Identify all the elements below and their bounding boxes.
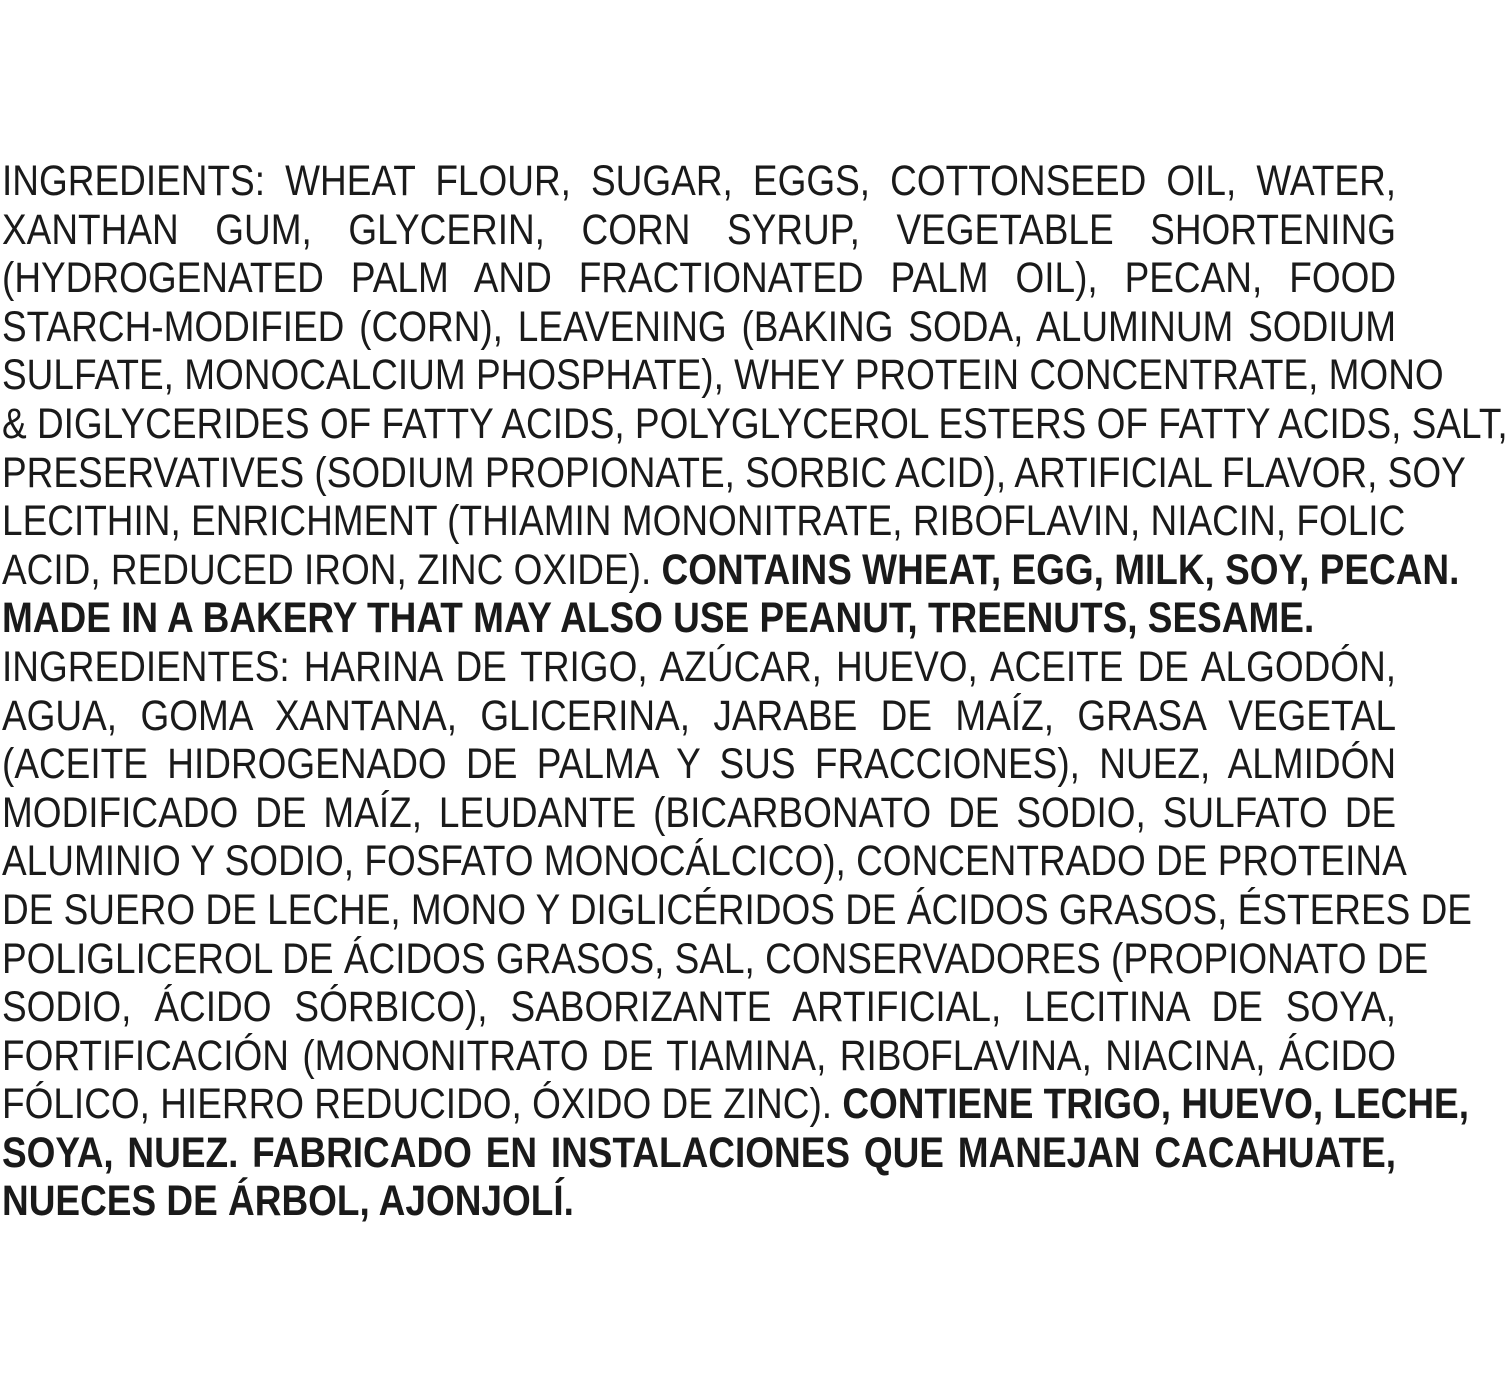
text-line — [2, 885, 1472, 935]
allergen-statement: MADE IN A BAKERY THAT MAY ALSO USE PEANUT, TREENUTS, SESAME. — [2, 594, 1315, 643]
line-regular-text: FÓLICO, HIERRO REDUCIDO, ÓXIDO DE ZINC). — [2, 1080, 843, 1129]
text-line — [2, 1177, 1396, 1226]
line-regular-text: PRESERVATIVES (SODIUM PROPIONATE, SORBIC ACID), ARTIFICIAL FLAVOR, SOY — [2, 448, 1466, 497]
text-line — [2, 1080, 1469, 1129]
text-line — [2, 497, 1406, 546]
text-line — [2, 983, 1396, 1032]
line-regular-text: SULFATE, MONOCALCIUM PHOSPHATE), WHEY PROTEIN CONCENTRATE, MONO — [2, 351, 1444, 400]
ingredients-spanish — [2, 642, 1472, 1226]
allergen-statement: SOYA, NUEZ. FABRICADO EN INSTALACIONES QUE MANEJAN CACAHUATE, — [2, 1128, 1397, 1177]
text-line — [2, 643, 1396, 692]
allergen-statement: NUECES DE ÁRBOL, AJONJOLÍ. — [2, 1177, 574, 1226]
allergen-statement: CONTIENE TRIGO, HUEVO, LECHE, — [842, 1080, 1469, 1129]
line-regular-text: AGUA, GOMA XANTANA, GLICERINA, JARABE DE MAÍZ, GRASA VEGETAL — [2, 691, 1397, 740]
ingredient-label — [2, 157, 1508, 1226]
line-regular-text: DE SUERO DE LECHE, MONO Y DIGLICÉRIDOS DE ÁCIDOS GRASOS, ÉSTERES DE — [2, 885, 1472, 934]
text-line — [2, 303, 1396, 352]
line-regular-text: INGREDIENTES: HARINA DE TRIGO, AZÚCAR, HUEVO, ACEITE DE ALGODÓN, — [2, 642, 1397, 691]
text-line — [2, 399, 1508, 449]
ingredients-english — [2, 157, 1508, 643]
text-line — [2, 740, 1396, 789]
line-regular-text: XANTHAN GUM, GLYCERIN, CORN SYRUP, VEGETABLE SHORTENING — [2, 205, 1397, 254]
line-regular-text: (HYDROGENATED PALM AND FRACTIONATED PALM OIL), PECAN, FOOD — [2, 254, 1397, 303]
text-line — [2, 545, 1460, 595]
line-regular-text: SODIO, ÁCIDO SÓRBICO), SABORIZANTE ARTIFICIAL, LECITINA DE SOYA, — [2, 983, 1397, 1032]
text-line — [2, 594, 1396, 643]
allergen-statement: CONTAINS WHEAT, EGG, MILK, SOY, PECAN. — [661, 545, 1460, 594]
line-regular-text: & DIGLYCERIDES OF FATTY ACIDS, POLYGLYCEROL ESTERS OF FATTY ACIDS, SALT, — [2, 399, 1508, 448]
text-line — [2, 789, 1396, 838]
line-regular-text: ALUMINIO Y SODIO, FOSFATO MONOCÁLCICO), CONCENTRADO DE PROTEINA — [2, 837, 1407, 886]
line-regular-text: LECITHIN, ENRICHMENT (THIAMIN MONONITRATE, RIBOFLAVIN, NIACIN, FOLIC — [2, 497, 1406, 546]
line-regular-text: STARCH-MODIFIED (CORN), LEAVENING (BAKING SODA, ALUMINUM SODIUM — [2, 302, 1397, 351]
text-line — [2, 692, 1396, 741]
text-line — [2, 837, 1407, 886]
line-regular-text: POLIGLICEROL DE ÁCIDOS GRASOS, SAL, CONSERVADORES (PROPIONATO DE — [2, 934, 1429, 983]
text-line — [2, 1032, 1396, 1081]
line-regular-text: FORTIFICACIÓN (MONONITRATO DE TIAMINA, RIBOFLAVINA, NIACINA, ÁCIDO — [2, 1031, 1397, 1080]
text-line — [2, 1129, 1396, 1178]
text-line — [2, 351, 1444, 400]
line-regular-text: ACID, REDUCED IRON, ZINC OXIDE). — [2, 545, 662, 594]
line-regular-text: MODIFICADO DE MAÍZ, LEUDANTE (BICARBONATO DE SODIO, SULFATO DE — [2, 788, 1397, 837]
text-line — [2, 206, 1396, 255]
line-regular-text: INGREDIENTS: WHEAT FLOUR, SUGAR, EGGS, COTTONSEED OIL, WATER, — [2, 157, 1397, 205]
text-line — [2, 448, 1466, 498]
text-line — [2, 157, 1396, 206]
text-line — [2, 254, 1396, 303]
line-regular-text: (ACEITE HIDROGENADO DE PALMA Y SUS FRACCIONES), NUEZ, ALMIDÓN — [2, 740, 1397, 789]
text-line — [2, 934, 1429, 984]
